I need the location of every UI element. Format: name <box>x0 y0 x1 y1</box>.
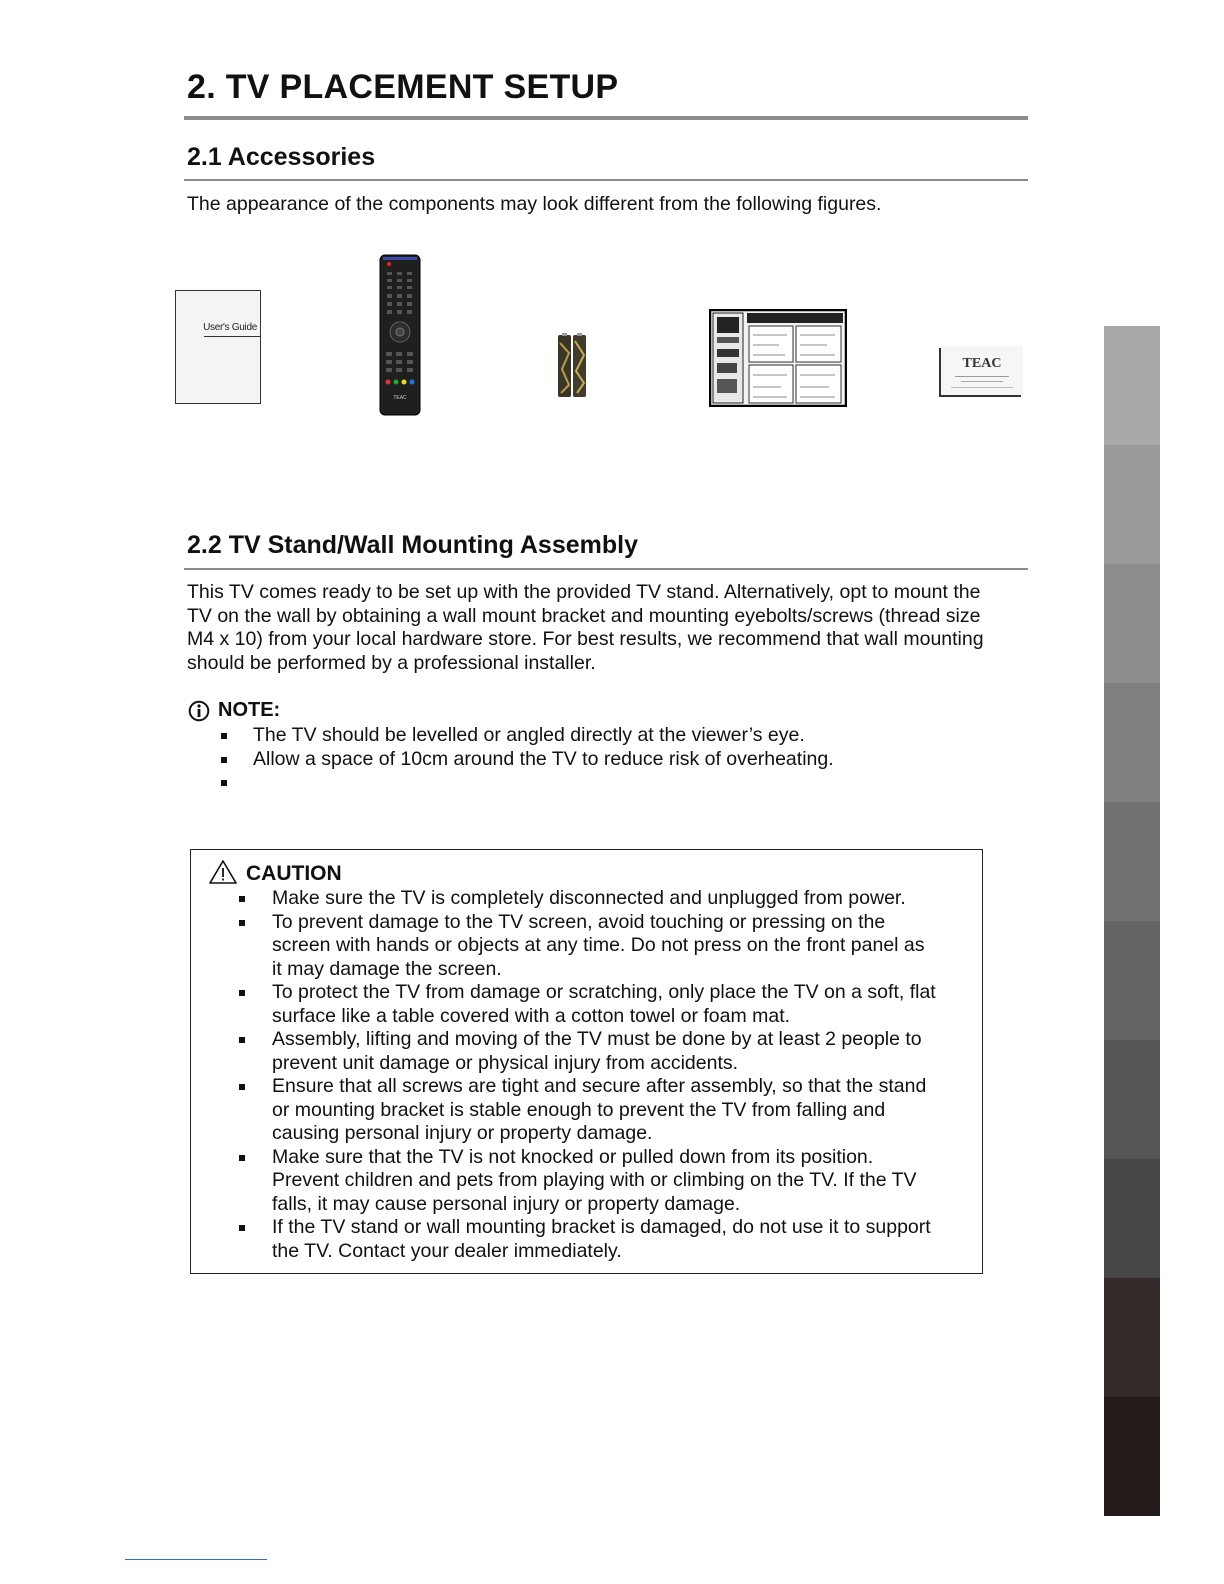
caution-item: Assembly, lifting and moving of the TV must be done by at least 2 people to prevent unit damage or physical injury from accidents. <box>239 1028 979 1075</box>
mounting-divider <box>184 568 1028 570</box>
accessories-divider <box>184 179 1028 181</box>
chapter-tab[interactable] <box>1104 802 1160 921</box>
caution-item: To prevent damage to the TV screen, avoid touching or pressing on the screen with hands or objects at any time. Do not press on the front panel as it may damage the screen. <box>239 911 979 982</box>
chapter-tab[interactable] <box>1104 445 1160 564</box>
chapter-tab[interactable] <box>1104 326 1160 445</box>
mounting-paragraph <box>187 581 1037 675</box>
title-divider <box>184 116 1028 120</box>
warranty-card-line <box>951 387 1013 388</box>
note-item: Allow a space of 10cm around the TV to reduce risk of overheating. <box>221 748 1021 772</box>
batteries-image <box>556 333 590 399</box>
paragraph-line: should be performed by a professional installer. <box>187 651 596 674</box>
footer-link-underline <box>125 1559 267 1560</box>
chapter-tab[interactable] <box>1104 683 1160 802</box>
note-list <box>221 724 1021 795</box>
users-guide-label: User's Guide <box>203 322 257 333</box>
caution-item: Make sure that the TV is not knocked or pulled down from its position. Prevent children and pets from playing with or climbing on the TV. If the TV falls, it may cause personal injury or property damage. <box>239 1146 979 1217</box>
users-guide-underline <box>204 336 260 337</box>
chapter-tab[interactable] <box>1104 1159 1160 1278</box>
note-label: NOTE: <box>218 699 281 721</box>
caution-label: CAUTION <box>246 862 342 885</box>
paragraph-line: This TV comes ready to be set up with the provided TV stand. Alternatively, opt to mount the <box>187 581 981 603</box>
chapter-tab[interactable] <box>1104 1397 1160 1516</box>
chapter-tab[interactable] <box>1104 564 1160 683</box>
info-icon <box>188 700 210 722</box>
chapter-tabs <box>1104 326 1160 1516</box>
paragraph-line: M4 x 10) from your local hardware store. For best results, we recommend that wall mounting <box>187 628 984 650</box>
chapter-tab[interactable] <box>1104 921 1160 1040</box>
note-item <box>221 771 1021 795</box>
chapter-tab[interactable] <box>1104 1278 1160 1397</box>
caution-item: To protect the TV from damage or scratching, only place the TV on a soft, flat surface like a table covered with a cotton towel or foam mat. <box>239 981 979 1028</box>
caution-item: Make sure the TV is completely disconnected and unplugged from power. <box>239 887 979 911</box>
caution-item: Ensure that all screws are tight and secure after assembly, so that the stand or mounting bracket is stable enough to prevent the TV from falling and causing personal injury or property damage. <box>239 1075 979 1146</box>
chapter-tab[interactable] <box>1104 1040 1160 1159</box>
note-item: The TV should be levelled or angled directly at the viewer’s eye. <box>221 724 1021 748</box>
remote-control-image <box>378 254 422 416</box>
remote-brand-label: TEAC <box>393 395 407 401</box>
warning-triangle-icon <box>208 859 238 885</box>
accessories-intro: The appearance of the components may look different from the following figures. <box>187 193 882 215</box>
warranty-card-image <box>941 346 1023 395</box>
users-guide-image <box>175 290 261 404</box>
warranty-card-brand: TEAC <box>962 356 1002 371</box>
mounting-heading: 2.2 TV Stand/Wall Mounting Assembly <box>187 531 638 559</box>
warranty-card-line <box>961 381 1003 382</box>
accessories-heading: 2.1 Accessories <box>187 143 376 171</box>
quick-start-guide-image <box>709 309 847 407</box>
paragraph-line: TV on the wall by obtaining a wall mount bracket and mounting eyebolts/screws (thread size <box>187 604 981 627</box>
caution-box <box>190 849 983 1274</box>
caution-list <box>239 887 979 1263</box>
warranty-card-line <box>955 376 1009 377</box>
page-title: 2. TV PLACEMENT SETUP <box>187 68 619 106</box>
caution-item: If the TV stand or wall mounting bracket is damaged, do not use it to support the TV. Contact your dealer immediately. <box>239 1216 979 1263</box>
